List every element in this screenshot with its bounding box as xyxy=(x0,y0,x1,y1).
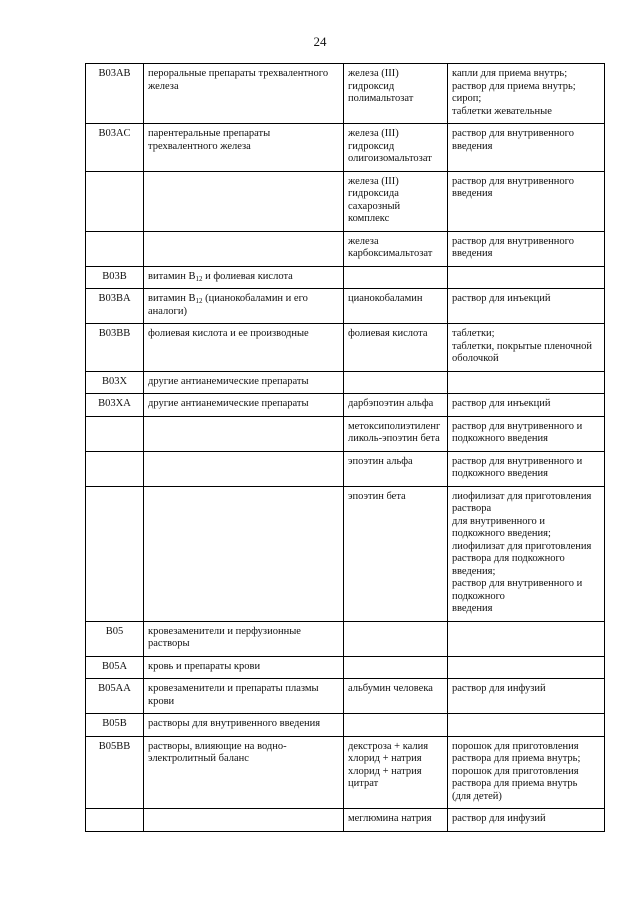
group-name-cell xyxy=(144,809,344,832)
drug-name-cell: меглюмина натрия xyxy=(344,809,448,832)
drug-name-cell xyxy=(344,714,448,737)
atc-code-cell: B05AA xyxy=(86,679,144,714)
group-name-cell: кровезаменители и препараты плазмы крови xyxy=(144,679,344,714)
drug-name-cell: эпоэтин бета xyxy=(344,486,448,621)
dosage-form-cell: раствор для внутривенного введения xyxy=(448,171,605,231)
atc-code-cell xyxy=(86,809,144,832)
drug-table xyxy=(85,63,605,832)
subscript-text: 12 xyxy=(195,297,203,305)
table-row xyxy=(86,736,605,809)
drug-name-cell: альбумин человека xyxy=(344,679,448,714)
atc-code-cell: B03AC xyxy=(86,124,144,172)
group-name-cell xyxy=(144,289,344,324)
dosage-form-cell: раствор для инфузий xyxy=(448,679,605,714)
drug-name-cell xyxy=(344,621,448,656)
table-row xyxy=(86,621,605,656)
group-name-cell: фолиевая кислота и ее производные xyxy=(144,324,344,372)
drug-name-cell: железа (III) гидроксид олигоизомальтозат xyxy=(344,124,448,172)
group-name-text: (цианокобаламин и его аналоги) xyxy=(148,293,308,317)
group-name-cell: пероральные препараты трехвалентного железа xyxy=(144,64,344,124)
group-name-cell xyxy=(144,171,344,231)
dosage-form-cell xyxy=(448,714,605,737)
atc-code-cell: B05B xyxy=(86,714,144,737)
atc-code-cell: B03XA xyxy=(86,394,144,417)
atc-code-cell: B03B xyxy=(86,266,144,289)
table-row xyxy=(86,289,605,324)
table-row xyxy=(86,124,605,172)
atc-code-cell: B03AB xyxy=(86,64,144,124)
atc-code-cell xyxy=(86,451,144,486)
atc-code-cell: B05 xyxy=(86,621,144,656)
atc-code-cell: B03X xyxy=(86,371,144,394)
drug-name-cell: дарбэпоэтин альфа xyxy=(344,394,448,417)
table-row xyxy=(86,416,605,451)
drug-name-cell: железа карбоксимальтозат xyxy=(344,231,448,266)
dosage-form-cell: порошок для приготовления раствора для приема внутрь; порошок для приготовления раствора для приема внутрь (для детей) xyxy=(448,736,605,809)
dosage-form-cell xyxy=(448,621,605,656)
atc-code-cell: B03BB xyxy=(86,324,144,372)
table-row xyxy=(86,394,605,417)
page-number: 24 xyxy=(313,34,327,49)
group-name-cell xyxy=(144,416,344,451)
dosage-form-cell: раствор для инфузий xyxy=(448,809,605,832)
dosage-form-cell: раствор для внутривенного введения xyxy=(448,124,605,172)
group-name-cell: другие антианемические препараты xyxy=(144,394,344,417)
atc-code-cell xyxy=(86,171,144,231)
table-row xyxy=(86,486,605,621)
table-row xyxy=(86,64,605,124)
table-row xyxy=(86,231,605,266)
table-row xyxy=(86,714,605,737)
table-row xyxy=(86,679,605,714)
group-name-cell: кровезаменители и перфузионные растворы xyxy=(144,621,344,656)
dosage-form-cell: раствор для инъекций xyxy=(448,289,605,324)
atc-code-cell: B05A xyxy=(86,656,144,679)
atc-code-cell xyxy=(86,231,144,266)
group-name-cell xyxy=(144,451,344,486)
dosage-form-cell: раствор для внутривенного введения xyxy=(448,231,605,266)
drug-name-cell: железа (III) гидроксид полимальтозат xyxy=(344,64,448,124)
dosage-form-cell: раствор для внутривенного и подкожного введения xyxy=(448,416,605,451)
table-row xyxy=(86,451,605,486)
dosage-form-cell: таблетки; таблетки, покрытые пленочной оболочкой xyxy=(448,324,605,372)
atc-code-cell xyxy=(86,486,144,621)
group-name-cell: растворы, влияющие на водно- электролитный баланс xyxy=(144,736,344,809)
subscript-text: 12 xyxy=(195,274,203,283)
dosage-form-cell xyxy=(448,266,605,289)
dosage-form-cell: раствор для инъекций xyxy=(448,394,605,417)
group-name-cell xyxy=(144,231,344,266)
group-name-cell: растворы для внутривенного введения xyxy=(144,714,344,737)
table-row xyxy=(86,324,605,372)
drug-name-cell: декстроза + калия хлорид + натрия хлорид + натрия цитрат xyxy=(344,736,448,809)
table-row xyxy=(86,656,605,679)
drug-name-cell: цианокобаламин xyxy=(344,289,448,324)
table-row xyxy=(86,371,605,394)
group-name-cell xyxy=(144,486,344,621)
group-name-cell xyxy=(144,266,344,289)
dosage-form-cell xyxy=(448,656,605,679)
drug-name-cell xyxy=(344,266,448,289)
drug-name-cell: фолиевая кислота xyxy=(344,324,448,372)
drug-name-cell xyxy=(344,656,448,679)
group-name-cell: кровь и препараты крови xyxy=(144,656,344,679)
atc-code-cell: B05BB xyxy=(86,736,144,809)
table-row xyxy=(86,809,605,832)
group-name-text: и фолиевая кислота xyxy=(202,270,293,282)
drug-name-cell: железа (III) гидроксида сахарозный комплекс xyxy=(344,171,448,231)
group-name-text: витамин B xyxy=(148,293,196,304)
atc-code-cell: B03BA xyxy=(86,289,144,324)
group-name-text: витамин B xyxy=(148,270,196,282)
dosage-form-cell: раствор для внутривенного и подкожного введения xyxy=(448,451,605,486)
table-row xyxy=(86,171,605,231)
dosage-form-cell: капли для приема внутрь; раствор для приема внутрь; сироп; таблетки жевательные xyxy=(448,64,605,124)
group-name-cell: другие антианемические препараты xyxy=(144,371,344,394)
dosage-form-cell xyxy=(448,371,605,394)
dosage-form-cell: лиофилизат для приготовления раствора для внутривенного и подкожного введения; лиофилизат для приготовления раствора для подкожного введения; раствор для внутривенного и подкожного введения xyxy=(448,486,605,621)
table-row xyxy=(86,266,605,289)
group-name-cell: парентеральные препараты трехвалентного железа xyxy=(144,124,344,172)
drug-name-cell xyxy=(344,371,448,394)
drug-name-cell: эпоэтин альфа xyxy=(344,451,448,486)
drug-name-cell: метоксиполиэтиленг ликоль-эпоэтин бета xyxy=(344,416,448,451)
atc-code-cell xyxy=(86,416,144,451)
